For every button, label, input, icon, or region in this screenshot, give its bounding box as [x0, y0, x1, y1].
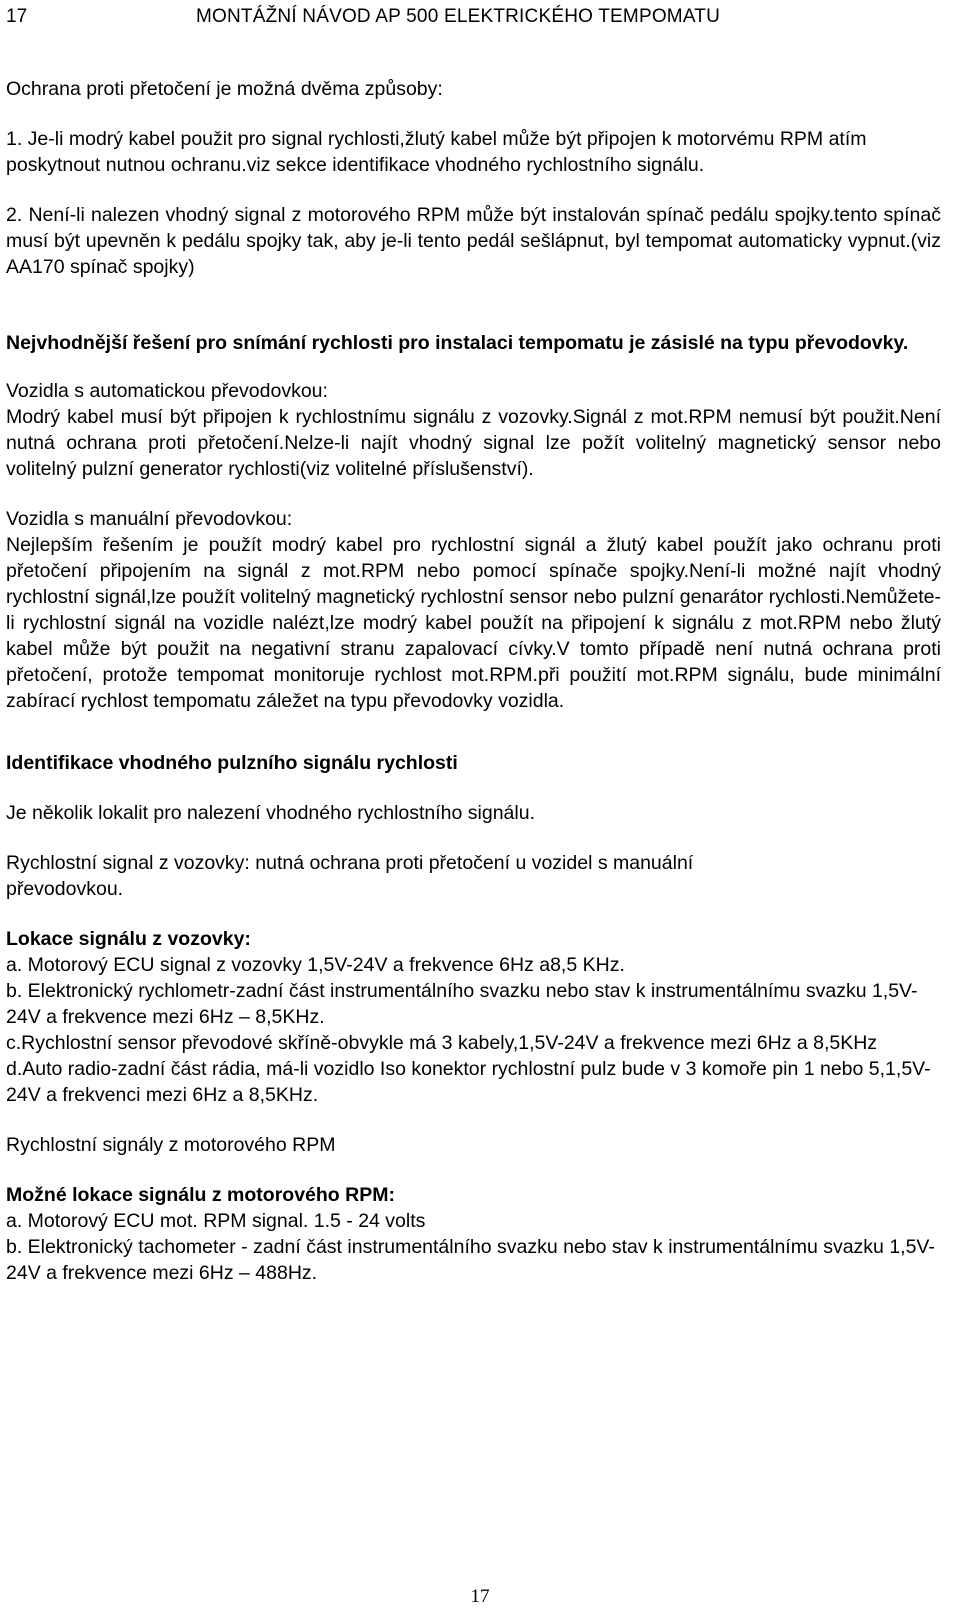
engine-item-a: a. Motorový ECU mot. RPM signal. 1.5 - 24 volts — [6, 1210, 426, 1232]
header-page-number: 17 — [6, 6, 28, 27]
overrun-intro: Ochrana proti přetočení je možná dvěma způsoby: — [6, 78, 443, 100]
road-item-a: a. Motorový ECU signal z vozovky 1,5V-24V a frekvence 6Hz a8,5 KHz. — [6, 954, 625, 976]
page-header — [6, 4, 946, 32]
header-title: MONTÁŽNÍ NÁVOD AP 500 ELEKTRICKÉHO TEMPOMATU — [196, 6, 721, 27]
engine-locations-heading: Možné lokace signálu z motorového RPM: — [6, 1184, 395, 1206]
identification-heading: Identifikace vhodného pulzního signálu rychlosti — [6, 752, 458, 774]
manual-text: Nejlepším řešením je použít modrý kabel pro rychlostní signál a žlutý kabel použít jako ochranu proti přetočení připojením na signál z mot.RPM nebo pomocí spínače spojky.Není-li možné najít vhodný rychlostní signál,lze použít volitelný magnetický rychlostní sensor nebo pulzní genarátor rychlosti.Nemůžete-li rychlostní signál na vozidle nalézt,lze modrý kabel použít na připojení k signálu z mot.RPM nebo žlutý kabel může být použit na negativní stranu zapalovací cívky.V tomto případě není nutná ochrana proti přetočení, protože tempomat monitoruje rychlost mot.RPM.při použití mot.RPM signálu, bude minimální zabírací rychlost tempomatu záležet na typu převodovky vozidla. — [6, 534, 941, 712]
automatic-heading: Vozidla s automatickou převodovkou: — [6, 380, 328, 402]
road-speed-note-line-1: Rychlostní signal z vozovky: nutná ochrana proti přetočení u vozidel s manuální — [6, 852, 694, 874]
road-item-c: c.Rychlostní sensor převodové skříně-obvykle má 3 kabely,1,5V-24V a frekvence mezi 6Hz a 8,5KHz — [6, 1032, 878, 1054]
road-locations-heading: Lokace signálu z vozovky: — [6, 928, 251, 950]
page-content — [6, 76, 941, 1286]
engine-item-b: b. Elektronický tachometer - zadní část instrumentálního svazku nebo stav k instrumentálnímu svazku 1,5V-24V a frekvence mezi 6Hz – 488Hz. — [6, 1236, 935, 1284]
road-item-d: d.Auto radio-zadní část rádia, má-li vozidlo Iso konektor rychlostní pulz bude v 3 komoře pin 1 nebo 5,1,5V-24V a frekvenci mezi 6Hz a 8,5KHz. — [6, 1058, 931, 1106]
best-solution-heading: Nejvhodnější řešení pro snímání rychlosti pro instalaci tempomatu je zásislé na typu převodovky. — [6, 332, 909, 354]
road-speed-note-line-2: převodovkou. — [6, 878, 124, 900]
automatic-text: Modrý kabel musí být připojen k rychlostnímu signálu z vozovky.Signál z mot.RPM nemusí být použit.Není nutná ochrana proti přetočení.Nelze-li najít vhodný signal lze požít volitelný magnetický sensor nebo volitelný pulzní generator rychlosti(viz volitelné příslušenství). — [6, 406, 941, 480]
engine-signals-text: Rychlostní signály z motorového RPM — [6, 1134, 336, 1156]
road-item-b: b. Elektronický rychlometr-zadní část instrumentálního svazku nebo stav k instrumentálnímu svazku 1,5V-24V a frekvence mezi 6Hz – 8,5KHz. — [6, 980, 918, 1028]
footer-page-number: 17 — [470, 1586, 490, 1607]
overrun-option-2: 2. Není-li nalezen vhodný signal z motorového RPM může být instalován spínač pedálu spojky.tento spínač musí být upevněn k pedálu spojky tak, aby je-li tento pedál sešlápnut, byl tempomat automaticky vypnut.(viz AA170 spínač spojky) — [6, 204, 941, 278]
manual-heading: Vozidla s manuální převodovkou: — [6, 508, 293, 530]
overrun-option-1: 1. Je-li modrý kabel použit pro signal rychlosti,žlutý kabel může být připojen k motorvému RPM atím poskytnout nutnou ochranu.viz sekce identifikace vhodného rychlostního signálu. — [6, 128, 867, 176]
several-locations-text: Je několik lokalit pro nalezení vhodného rychlostního signálu. — [6, 802, 535, 824]
